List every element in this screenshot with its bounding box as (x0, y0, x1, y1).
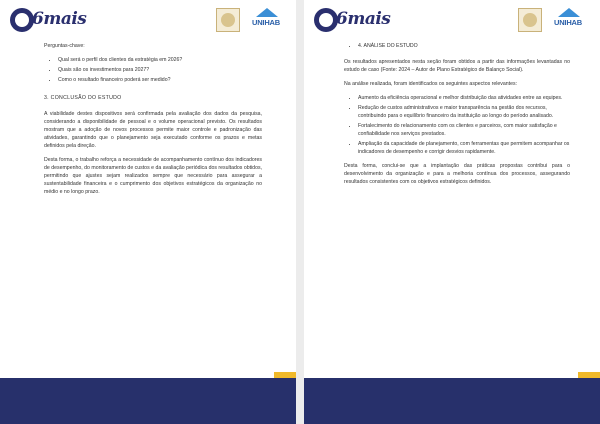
unihab-logo (252, 8, 282, 34)
footer-accent-tab (578, 372, 600, 378)
finding-item: • Redução de custos administrativos e maior transparência na gestão dos recursos, contribuindo para o equilíbrio financeiro da instituição ao longo do período analisado. (358, 104, 570, 120)
page-right (304, 0, 600, 424)
paragraph: A viabilidade destes dispositivos será confirmada pela avaliação dos dados da pesquisa, considerando a disponibilidade de pessoal e o volume operacional previsto. Os resultados mostram que a adoção de novos processos permite maior controle e padronização das atividades, garantindo que o planejamento seja executado conforme os prazos e metas definidos pela direção. (44, 111, 262, 149)
page-footer-band (0, 378, 296, 424)
question-item: • Qual será o perfil dos clientes da estratégia em 2026? (58, 56, 262, 64)
finding-item: • Ampliação da capacidade de planejamento, com ferramentas que permitem acompanhar os indicadores de desempenho e corrigir desvios rapidamente. (358, 140, 570, 156)
page-body (44, 42, 262, 202)
intro-paragraph: Os resultados apresentados nesta seção foram obtidos a partir das informações levantadas no estudo de caso (Fonte: 2024 – Autor de Plano Estratégico de Balanço Social). (344, 59, 570, 73)
page-header (0, 0, 296, 40)
page-gutter (296, 0, 304, 424)
unihab-logo (554, 8, 584, 34)
logo-text: 6mais (336, 9, 391, 29)
conclusion-paragraph: Desta forma, conclui-se que a implantação das práticas propostas contribui para o desenvolvimento da organização e para a melhoria contínua dos processos, assegurando resultados consistentes com os objetivos estratégicos definidos. (344, 163, 570, 185)
unihab-name: UNIHAB (252, 18, 280, 27)
page-header (304, 0, 600, 40)
finding-item: • Fortalecimento do relacionamento com os clientes e parceiros, com maior satisfação e confiabilidade nos serviços prestados. (358, 122, 570, 138)
intro-text: Perguntas-chave: (44, 43, 85, 49)
question-item: • Quais são os investimentos para 2027? (58, 66, 262, 74)
logo-circle-icon (10, 8, 34, 32)
intro-paragraph: Na análise realizada, foram identificados os seguintes aspectos relevantes: (344, 81, 518, 87)
logo-circle-icon (314, 8, 338, 32)
6mais-logo (314, 6, 391, 34)
footer-accent-tab (274, 372, 296, 378)
logo-text: 6mais (32, 9, 87, 29)
paragraph: Desta forma, o trabalho reforça a necessidade de acompanhamento contínuo dos indicadores de desempenho, do monitoramento de custos e da avaliação periódica dos resultados obtidos, permitindo que ajustes sejam realizados sempre que necessário para assegurar a sustentabilidade financeira e o cumprimento dos objetivos estratégicos da organização no médio e no longo prazo. (44, 157, 262, 195)
seal-icon (518, 8, 542, 32)
house-roof-icon (256, 8, 278, 17)
house-roof-icon (558, 8, 580, 17)
finding-item: • Aumento da eficiência operacional e melhor distribuição das atividades entre as equipes. (358, 94, 570, 102)
page-footer-band (304, 378, 600, 424)
unihab-name: UNIHAB (554, 18, 582, 27)
page-left (0, 0, 296, 424)
questions-list (44, 56, 262, 84)
question-item: • Como o resultado financeiro poderá ser medido? (58, 76, 262, 84)
findings-list (344, 94, 570, 156)
section-heading: • 4. ANÁLISE DO ESTUDO (358, 42, 570, 50)
page-body (344, 42, 570, 192)
section-heading-list (344, 42, 570, 50)
section-heading: 3. CONCLUSÃO DO ESTUDO (44, 95, 122, 101)
seal-icon (216, 8, 240, 32)
6mais-logo (10, 6, 87, 34)
